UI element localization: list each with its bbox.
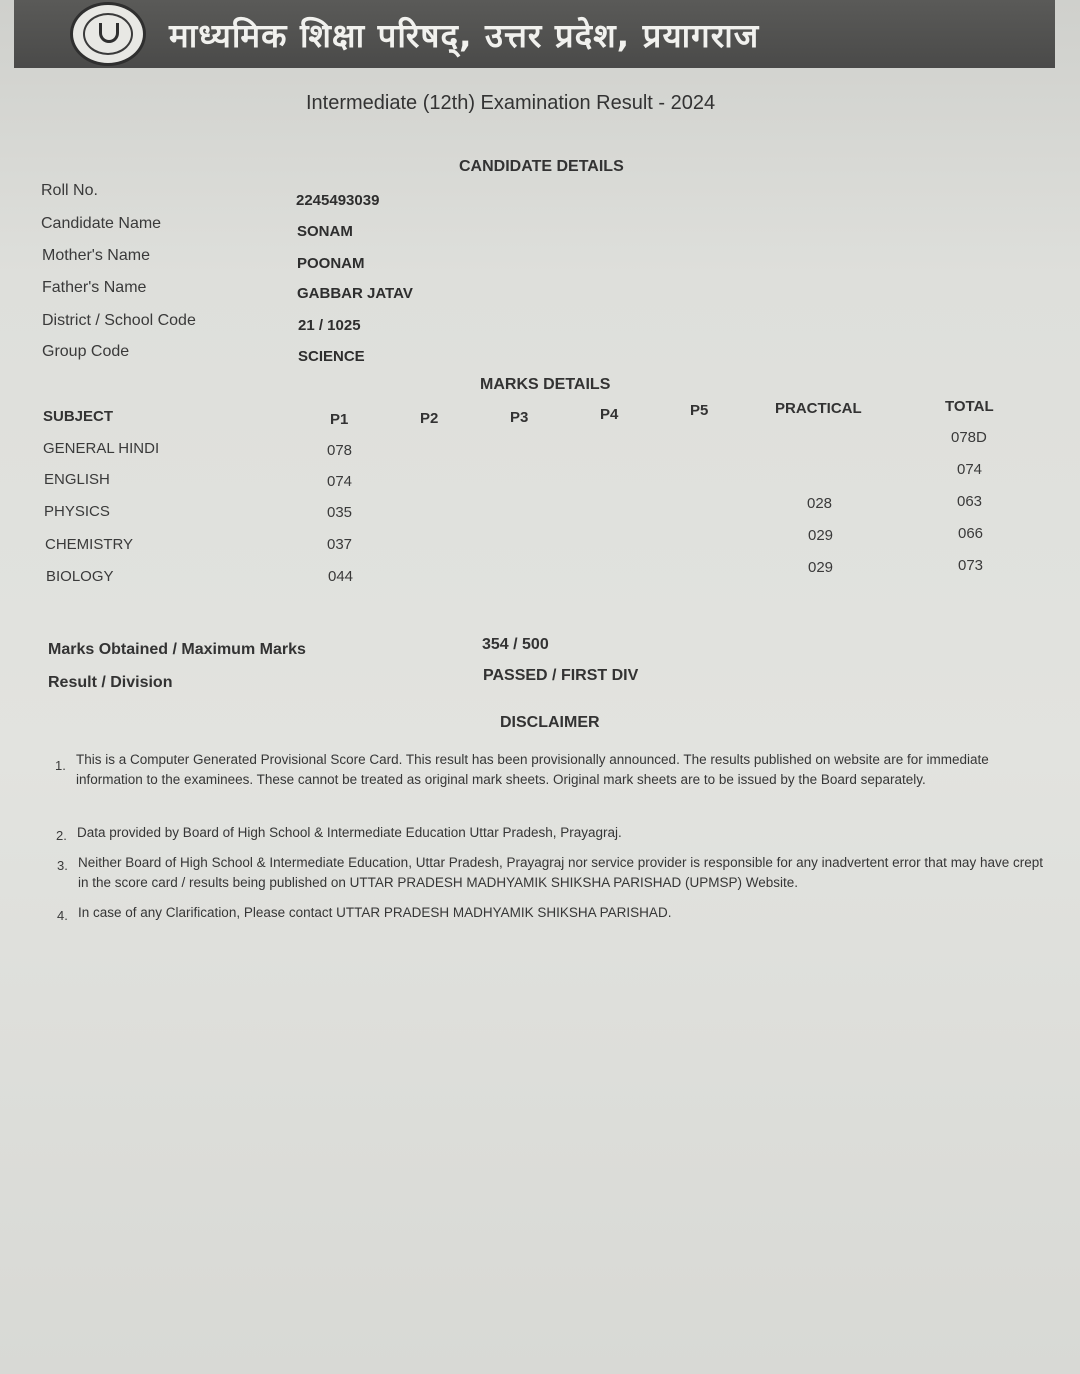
disclaimer-item-text: This is a Computer Generated Provisional Score Card. This result has been provisionally announced. The results published on website are for immediate information to the examinees. These cannot be treated as original mark sheets. Original mark sheets are to be issued by the Board separately.	[76, 752, 989, 787]
p3-header: P3	[510, 409, 529, 426]
p5-header: P5	[690, 402, 709, 419]
table-row-p1: 078	[327, 442, 353, 459]
roll-no-value: 2245493039	[296, 192, 380, 209]
mother-name-label: Mother's Name	[42, 247, 150, 264]
p1-header: P1	[330, 411, 349, 428]
marks-obtained-label: Marks Obtained / Maximum Marks	[48, 641, 306, 658]
table-row-total: 078D	[951, 429, 987, 446]
table-row-subject: BIOLOGY	[46, 568, 114, 585]
table-row-total: 063	[957, 493, 983, 510]
table-row-p1: 037	[327, 536, 353, 553]
father-name-label: Father's Name	[42, 279, 147, 296]
disclaimer-item-number: 2.	[56, 828, 67, 843]
table-row-total: 074	[957, 461, 983, 478]
p2-header: P2	[420, 410, 439, 427]
disclaimer-item-text: Neither Board of High School & Intermediate Education, Uttar Pradesh, Prayagraj nor service provider is responsible for any inadvertent error that may have crept in the score card / results being published on UTTAR PRADESH MADHYAMIK SHIKSHA PARISHAD (UPMSP) Website.	[78, 855, 1043, 890]
subject-header: SUBJECT	[43, 408, 114, 425]
table-row-total: 066	[958, 525, 984, 542]
disclaimer-item-number: 1.	[55, 758, 66, 773]
practical-header: PRACTICAL	[775, 400, 862, 417]
p4-header: P4	[600, 406, 619, 423]
table-row-subject: PHYSICS	[44, 503, 110, 520]
board-title: माध्यमिक शिक्षा परिषद्, उत्तर प्रदेश, प्रयागराज	[169, 16, 760, 55]
roll-no-label: Roll No.	[41, 182, 98, 199]
table-row-practical: 029	[808, 559, 834, 576]
candidate-details-heading: CANDIDATE DETAILS	[459, 158, 624, 175]
table-row-p1: 044	[328, 568, 354, 585]
candidate-name-label: Candidate Name	[41, 215, 162, 232]
table-row-subject: CHEMISTRY	[45, 536, 134, 553]
father-name-value: GABBAR JATAV	[297, 285, 413, 302]
result-division-value: PASSED / FIRST DIV	[483, 667, 639, 684]
table-row-practical: 029	[808, 527, 834, 544]
disclaimer-item-number: 4.	[57, 908, 68, 923]
disclaimer-heading: DISCLAIMER	[500, 714, 600, 731]
disclaimer-item-number: 3.	[57, 858, 68, 873]
total-header: TOTAL	[945, 398, 994, 415]
table-row-practical: 028	[807, 495, 833, 512]
up-government-seal-icon	[70, 2, 146, 66]
mother-name-value: POONAM	[297, 255, 365, 272]
table-row-subject: ENGLISH	[44, 471, 110, 488]
exam-title: Intermediate (12th) Examination Result - 2024	[306, 92, 716, 114]
table-row-p1: 074	[327, 473, 353, 490]
table-row-subject: GENERAL HINDI	[43, 440, 160, 457]
result-division-label: Result / Division	[48, 674, 173, 691]
table-row-total: 073	[958, 557, 984, 574]
group-code-label: Group Code	[42, 343, 130, 360]
board-header	[14, 0, 1055, 68]
district-school-code-label: District / School Code	[42, 312, 196, 329]
disclaimer-item-text: In case of any Clarification, Please contact UTTAR PRADESH MADHYAMIK SHIKSHA PARISHAD.	[78, 905, 672, 920]
group-code-value: SCIENCE	[298, 348, 365, 365]
table-row-p1: 035	[327, 504, 353, 521]
disclaimer-item-text: Data provided by Board of High School & Intermediate Education Uttar Pradesh, Prayagraj.	[77, 825, 622, 840]
marks-obtained-value: 354 / 500	[482, 636, 549, 653]
marks-details-heading: MARKS DETAILS	[480, 376, 611, 393]
district-school-code-value: 21 / 1025	[298, 317, 361, 334]
candidate-name-value: SONAM	[297, 223, 353, 240]
